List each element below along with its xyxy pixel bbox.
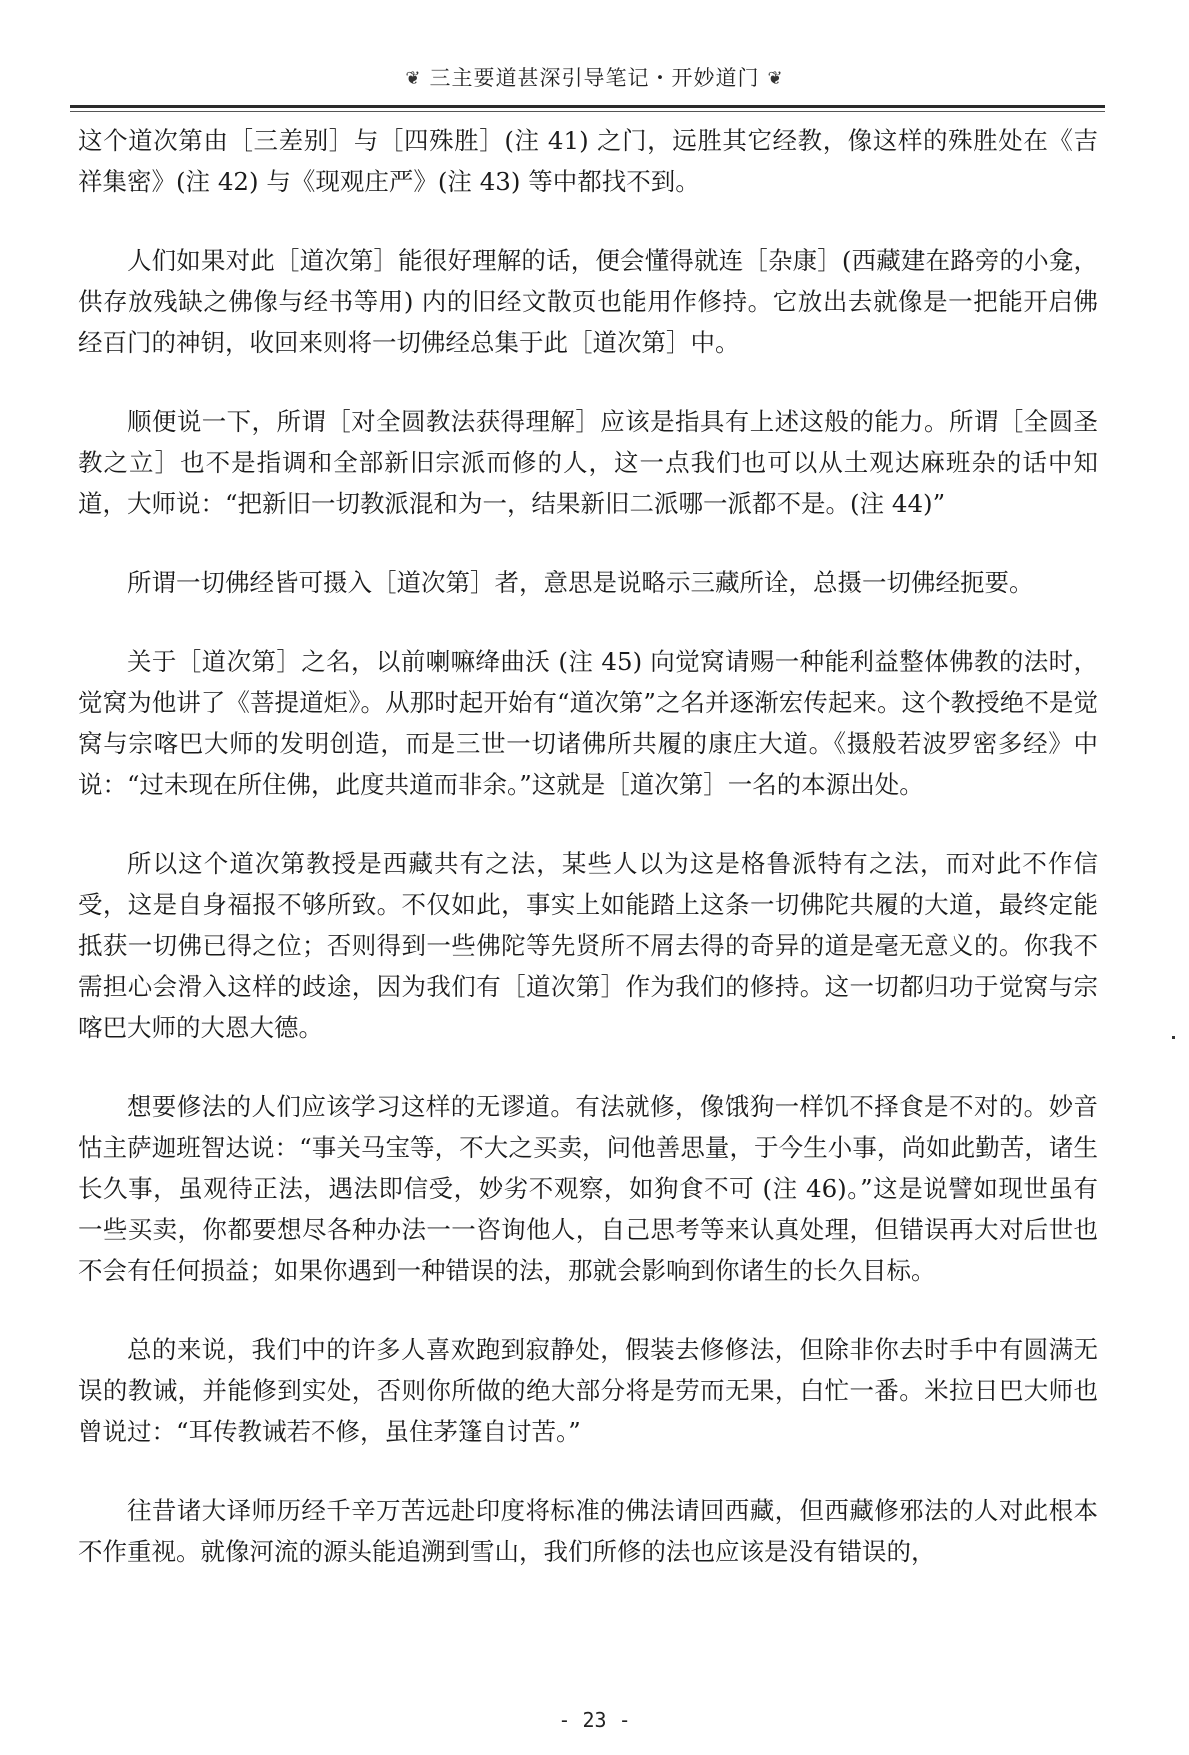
paragraph-4: 所谓一切佛经皆可摄入［道次第］者，意思是说略示三藏所诠，总摄一切佛经扼要。 bbox=[127, 568, 1034, 597]
ornament-left-icon: ❦ bbox=[405, 68, 422, 89]
paragraph-8: 总的来说，我们中的许多人喜欢跑到寂静处，假装去修修法，但除非你去时手中有圆满无误的教诫，并能修到实处，否则你所做的绝大部分将是劳而无果，白忙一番。米拉日巴大师也曾说过：“耳传教诫若不修，虽住茅篷自讨苦。” bbox=[78, 1335, 1098, 1446]
paragraph-9: 往昔诸大译师历经千辛万苦远赴印度将标准的佛法请回西藏，但西藏修邪法的人对此根本不作重视。就像河流的源头能追溯到雪山，我们所修的法也应该是没有错误的， bbox=[78, 1496, 1098, 1566]
scan-speck bbox=[1172, 1036, 1175, 1039]
header-title: 三主要道甚深引导笔记・开妙道门 bbox=[429, 66, 760, 90]
header-rule-thick bbox=[70, 105, 1105, 108]
body-text bbox=[78, 120, 1098, 1610]
paragraph-3: 顺便说一下，所谓［对全圆教法获得理解］应该是指具有上述这般的能力。所谓［全圆圣教之立］也不是指调和全部新旧宗派而修的人，这一点我们也可以从土观达麻班杂的话中知道，大师说：“把新旧一切教派混和为一，结果新旧二派哪一派都不是。(注 44)” bbox=[78, 407, 1098, 518]
paragraph-1: 这个道次第由［三差别］与［四殊胜］(注 41) 之门，远胜其它经教，像这样的殊胜处在《吉祥集密》(注 42) 与《现观庄严》(注 43) 等中都找不到。 bbox=[78, 126, 1098, 196]
header-rule-thin bbox=[70, 111, 1105, 112]
paragraph-5: 关于［道次第］之名，以前喇嘛绛曲沃 (注 45) 向觉窝请赐一种能利益整体佛教的法时，觉窝为他讲了《菩提道炬》。从那时起开始有“道次第”之名并逐渐宏传起来。这个教授绝不是觉窝与宗喀巴大师的发明创造，而是三世一切诸佛所共履的康庄大道。《摄般若波罗密多经》中说：“过未现在所住佛，此度共道而非余。”这就是［道次第］一名的本源出处。 bbox=[78, 647, 1098, 799]
paragraph-2: 人们如果对此［道次第］能很好理解的话，便会懂得就连［杂康］(西藏建在路旁的小龛，供存放残缺之佛像与经书等用) 内的旧经文散页也能用作修持。它放出去就像是一把能开启佛经百门的神钥，收回来则将一切佛经总集于此［道次第］中。 bbox=[78, 246, 1098, 357]
paragraph-7: 想要修法的人们应该学习这样的无谬道。有法就修，像饿狗一样饥不择食是不对的。妙音怙主萨迦班智达说：“事关马宝等，不大之买卖，问他善思量，于今生小事，尚如此勤苦，诸生长久事，虽观待正法，遇法即信受，妙劣不观察，如狗食不可 (注 46)。”这是说譬如现世虽有一些买卖，你都要想尽各种办法一一咨询他人，自己思考等来认真处理，但错误再大对后世也不会有任何损益；如果你遇到一种错误的法，那就会影响到你诸生的长久目标。 bbox=[78, 1092, 1098, 1285]
page-number: - 23 - bbox=[558, 1708, 631, 1732]
ornament-right-icon: ❦ bbox=[767, 68, 784, 89]
running-header bbox=[0, 62, 1189, 92]
paragraph-6: 所以这个道次第教授是西藏共有之法，某些人以为这是格鲁派特有之法，而对此不作信受，这是自身福报不够所致。不仅如此，事实上如能踏上这条一切佛陀共履的大道，最终定能抵获一切佛已得之位；否则得到一些佛陀等先贤所不屑去得的奇异的道是毫无意义的。你我不需担心会滑入这样的歧途，因为我们有［道次第］作为我们的修持。这一切都归功于觉窝与宗喀巴大师的大恩大德。 bbox=[78, 849, 1098, 1042]
